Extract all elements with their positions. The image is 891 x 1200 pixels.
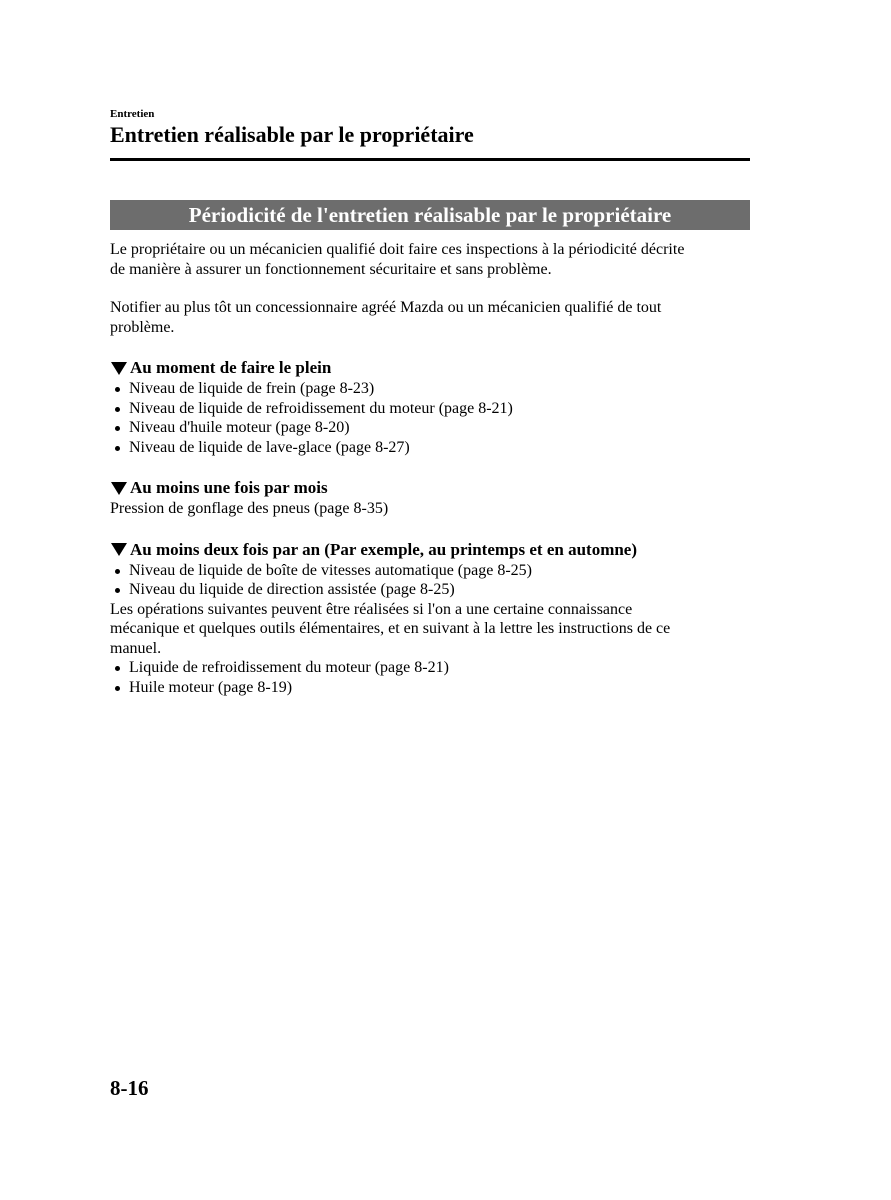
- monthly-check-text: Pression de gonflage des pneus (page 8-35): [110, 500, 389, 517]
- owner-operations-paragraph: [110, 600, 750, 659]
- owner-operations-list: [110, 658, 750, 697]
- intro-p1-line1: Le propriétaire ou un mécanicien qualifié doit faire ces inspections à la périodicité décrite: [110, 241, 685, 258]
- bullet-icon: [115, 686, 120, 691]
- bullet-icon: [115, 588, 120, 593]
- bullet-icon: [115, 407, 120, 412]
- bullet-icon: [115, 569, 120, 574]
- subsection-heading-label: Au moment de faire le plein: [130, 358, 332, 377]
- intro-p2-line2: problème.: [110, 318, 175, 336]
- bullet-icon: [115, 446, 120, 451]
- list-item: [110, 399, 750, 419]
- list-item: [110, 379, 750, 399]
- triangle-down-icon: [111, 482, 127, 495]
- list-item: [110, 678, 750, 698]
- subsection-heading-refuel: [110, 357, 750, 379]
- list-item-text: Niveau de liquide de refroidissement du moteur (page 8-21): [129, 399, 513, 417]
- title-rule: [110, 158, 750, 161]
- list-item: [110, 658, 750, 678]
- list-item-text: Niveau de liquide de lave-glace (page 8-27): [129, 438, 410, 456]
- list-item-text: Niveau de liquide de frein (page 8-23): [129, 380, 375, 397]
- list-item-text: Niveau d'huile moteur (page 8-20): [129, 419, 350, 436]
- page-number: 8-16: [110, 1076, 149, 1100]
- list-item-text: Liquide de refroidissement du moteur (page 8-21): [129, 659, 449, 676]
- bullet-icon: [115, 426, 120, 431]
- list-item: [110, 580, 750, 600]
- triangle-down-icon: [111, 362, 127, 375]
- subsection-heading-monthly: [110, 477, 750, 499]
- running-head: Entretien: [110, 108, 155, 120]
- section-banner: Périodicité de l'entretien réalisable par le propriétaire: [110, 200, 750, 230]
- list-item-text: Niveau de liquide de boîte de vitesses automatique (page 8-25): [129, 561, 532, 579]
- triangle-down-icon: [111, 543, 127, 556]
- intro-paragraph-2: [110, 298, 750, 337]
- owner-ops-line3: manuel.: [110, 639, 162, 657]
- subsection-heading-label: Au moins une fois par mois: [130, 478, 328, 497]
- refuel-check-list: [110, 379, 750, 457]
- twice-yearly-check-list: [110, 561, 750, 600]
- bullet-icon: [115, 666, 120, 671]
- list-item-text: Huile moteur (page 8-19): [129, 678, 293, 696]
- bullet-icon: [115, 387, 120, 392]
- intro-paragraph-1: [110, 240, 750, 279]
- intro-p2-line1: Notifier au plus tôt un concessionnaire agréé Mazda ou un mécanicien qualifié de tout: [110, 299, 662, 316]
- list-item: [110, 418, 750, 438]
- list-item: [110, 438, 750, 458]
- page-content: [110, 240, 750, 697]
- list-item: [110, 561, 750, 581]
- list-item-text: Niveau du liquide de direction assistée (page 8-25): [129, 581, 455, 598]
- owner-ops-line2: mécanique et quelques outils élémentaires, et en suivant à la lettre les instructions de ce: [110, 620, 671, 637]
- chapter-title: Entretien réalisable par le propriétaire: [110, 122, 474, 147]
- owner-ops-line1: Les opérations suivantes peuvent être réalisées si l'on a une certaine connaissance: [110, 600, 633, 618]
- intro-p1-line2: de manière à assurer un fonctionnement sécuritaire et sans problème.: [110, 260, 552, 278]
- subsection-heading-label: Au moins deux fois par an (Par exemple, au printemps et en automne): [130, 539, 638, 559]
- subsection-heading-twice-yearly: [110, 539, 750, 561]
- manual-page: [110, 0, 750, 1200]
